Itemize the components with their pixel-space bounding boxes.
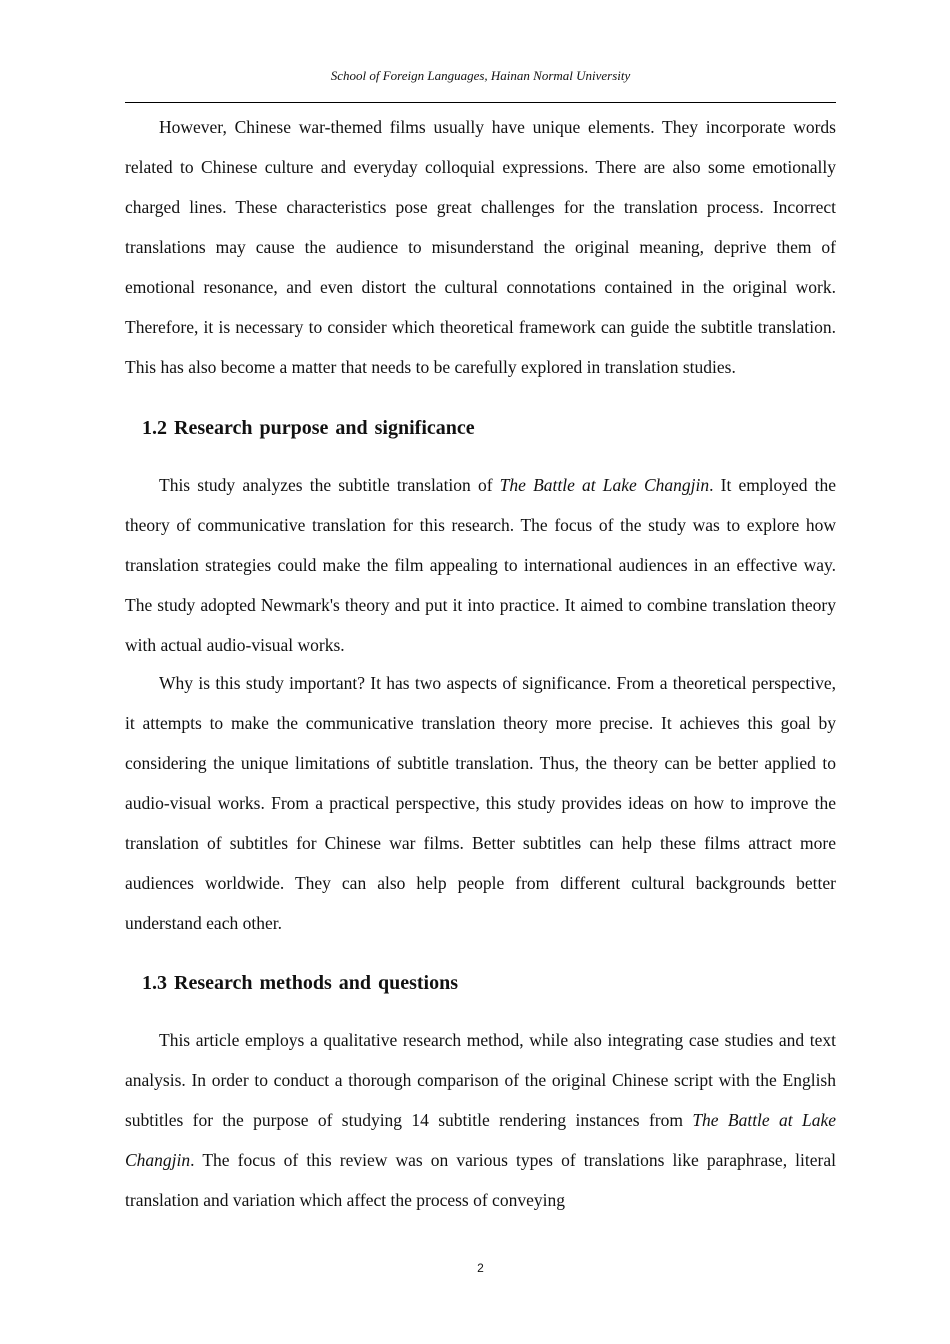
section-heading-1-2: 1.2 Research purpose and significance — [142, 417, 475, 439]
section-heading-1-3: 1.3 Research methods and questions — [142, 972, 458, 994]
page-number: 2 — [477, 1261, 484, 1275]
body-text — [125, 107, 836, 1220]
paragraph-methods-text-start: This article employs a qualitative research method, while also integrating case studies and text analysis. In order to conduct a thorough comparison of the original Chinese script with the English subtitles for the purpose of studying 14 subtitle rendering instances from — [125, 1030, 836, 1130]
paragraph-purpose-text-start: This study analyzes the subtitle translation of — [159, 475, 500, 495]
paragraph-challenges: However, Chinese war-themed films usually have unique elements. They incorporate words related to Chinese culture and everyday colloquial expressions. There are also some emotionally charged lines. These characteristics pose great challenges for the translation process. Incorrect translations may cause the audience to misunderstand the original meaning, deprive them of emotional resonance, and even distort the cultural connotations contained in the original work. Therefore, it is necessary to consider which theoretical framework can guide the subtitle translation. This has also become a matter that needs to be carefully explored in translation studies. — [125, 117, 836, 377]
paragraph-significance: Why is this study important? It has two aspects of significance. From a theoretical perspective, it attempts to make the communicative translation theory more precise. It achieves this goal by considering the unique limitations of subtitle translation. Thus, the theory can be better applied to audio-visual works. From a practical perspective, this study provides ideas on how to improve the translation of subtitles for Chinese war films. Better subtitles can help these films attract more audiences worldwide. They can also help people from different cultural backgrounds better understand each other. — [125, 673, 836, 933]
running-header: School of Foreign Languages, Hainan Normal University — [330, 68, 631, 83]
header-rule — [125, 102, 836, 103]
paragraph-methods-text-end: . The focus of this review was on various types of translations like paraphrase, literal translation and variation which affect the process of conveying — [125, 1150, 836, 1210]
paragraph-purpose — [125, 465, 836, 665]
paragraph-purpose-text-end: . It employed the theory of communicative translation for this research. The focus of the study was to explore how translation strategies could make the film appealing to international audiences in an effective way. The study adopted Newmark's theory and put it into practice. It aimed to combine translation theory with actual audio-visual works. — [125, 475, 836, 655]
film-title: The Battle at Lake Changjin — [499, 475, 710, 495]
paragraph-methods — [125, 1020, 836, 1220]
film-title: The Battle at Lake Changjin — [125, 1110, 836, 1170]
